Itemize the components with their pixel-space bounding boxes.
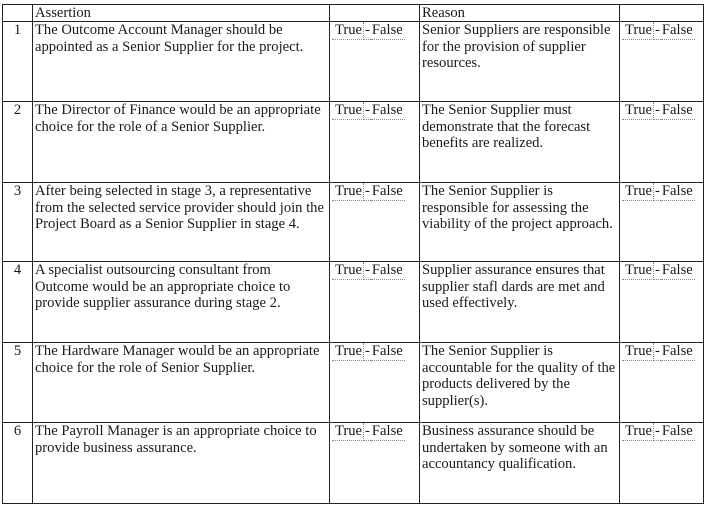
reason-true-false-selector [620,262,704,343]
option-separator: - [655,183,660,199]
assertion-reason-table [2,4,704,504]
assertion-text: A specialist outsourcing consultant from Outcome would be an appropriate choice to provide supplier assurance during stage 2. [33,262,330,343]
reason-true-false-selector [620,22,704,102]
true-option[interactable]: True [332,343,364,361]
reason-text: Business assurance should be undertaken by someone with an accountancy qualification. [420,423,620,504]
row-number: 6 [3,423,33,504]
table-row [3,262,704,343]
false-option[interactable]: False [661,102,693,118]
option-separator: - [655,22,660,38]
row-number: 5 [3,343,33,423]
reason-text: The Senior Supplier is accountable for the quality of the products delivered by the supplier(s). [420,343,620,423]
true-option[interactable]: True [332,102,364,120]
true-option[interactable]: True [332,183,364,201]
false-option[interactable]: False [371,262,403,278]
header-number [3,5,33,22]
row-number: 2 [3,102,33,183]
assertion-text: The Payroll Manager is an appropriate choice to provide business assurance. [33,423,330,504]
assertion-true-false-selector [330,343,420,423]
header-reason: Reason [420,5,620,22]
false-option[interactable]: False [371,183,403,199]
assertion-true-false-selector [330,102,420,183]
option-separator: - [655,423,660,439]
option-separator: - [655,343,660,359]
option-separator: - [655,262,660,278]
reason-text: The Senior Supplier must demonstrate that the forecast benefits are realized. [420,102,620,183]
option-separator: - [365,22,370,38]
table-row [3,183,704,262]
reason-true-false-selector [620,102,704,183]
reason-true-false-selector [620,423,704,504]
true-option[interactable]: True [332,262,364,280]
row-number: 3 [3,183,33,262]
row-number: 1 [3,22,33,102]
header-reason-answer [620,5,704,22]
assertion-true-false-selector [330,423,420,504]
false-option[interactable]: False [661,343,693,359]
option-separator: - [365,102,370,118]
true-option[interactable]: True [622,262,654,280]
false-option[interactable]: False [371,343,403,359]
table-row [3,343,704,423]
false-option[interactable]: False [661,423,693,439]
true-option[interactable]: True [622,423,654,441]
reason-text: Supplier assurance ensures that supplier stafl dards are met and used effectively. [420,262,620,343]
assertion-true-false-selector [330,262,420,343]
false-option[interactable]: False [371,423,403,439]
option-separator: - [365,423,370,439]
false-option[interactable]: False [661,22,693,38]
header-assertion-answer [330,5,420,22]
reason-text: The Senior Supplier is responsible for assessing the viability of the project approach. [420,183,620,262]
option-separator: - [365,262,370,278]
true-option[interactable]: True [622,102,654,120]
option-separator: - [365,183,370,199]
assertion-text: The Outcome Account Manager should be appointed as a Senior Supplier for the project. [33,22,330,102]
table-row [3,423,704,504]
reason-true-false-selector [620,183,704,262]
true-option[interactable]: True [622,343,654,361]
true-option[interactable]: True [622,22,654,40]
assertion-true-false-selector [330,22,420,102]
table-row [3,102,704,183]
true-option[interactable]: True [332,423,364,441]
assertion-true-false-selector [330,183,420,262]
false-option[interactable]: False [661,183,693,199]
true-option[interactable]: True [332,22,364,40]
false-option[interactable]: False [661,262,693,278]
option-separator: - [655,102,660,118]
row-number: 4 [3,262,33,343]
reason-text: Senior Suppliers are responsible for the provision of supplier resources. [420,22,620,102]
assertion-text: The Director of Finance would be an appropriate choice for the role of a Senior Supplier. [33,102,330,183]
false-option[interactable]: False [371,102,403,118]
reason-true-false-selector [620,343,704,423]
table-row [3,22,704,102]
assertion-text: The Hardware Manager would be an appropriate choice for the role of Senior Supplier. [33,343,330,423]
header-assertion: Assertion [33,5,330,22]
table-header-row [3,5,704,22]
false-option[interactable]: False [371,22,403,38]
true-option[interactable]: True [622,183,654,201]
assertion-text: After being selected in stage 3, a representative from the selected service provider should join the Project Board as a Senior Supplier in stage 4. [33,183,330,262]
option-separator: - [365,343,370,359]
